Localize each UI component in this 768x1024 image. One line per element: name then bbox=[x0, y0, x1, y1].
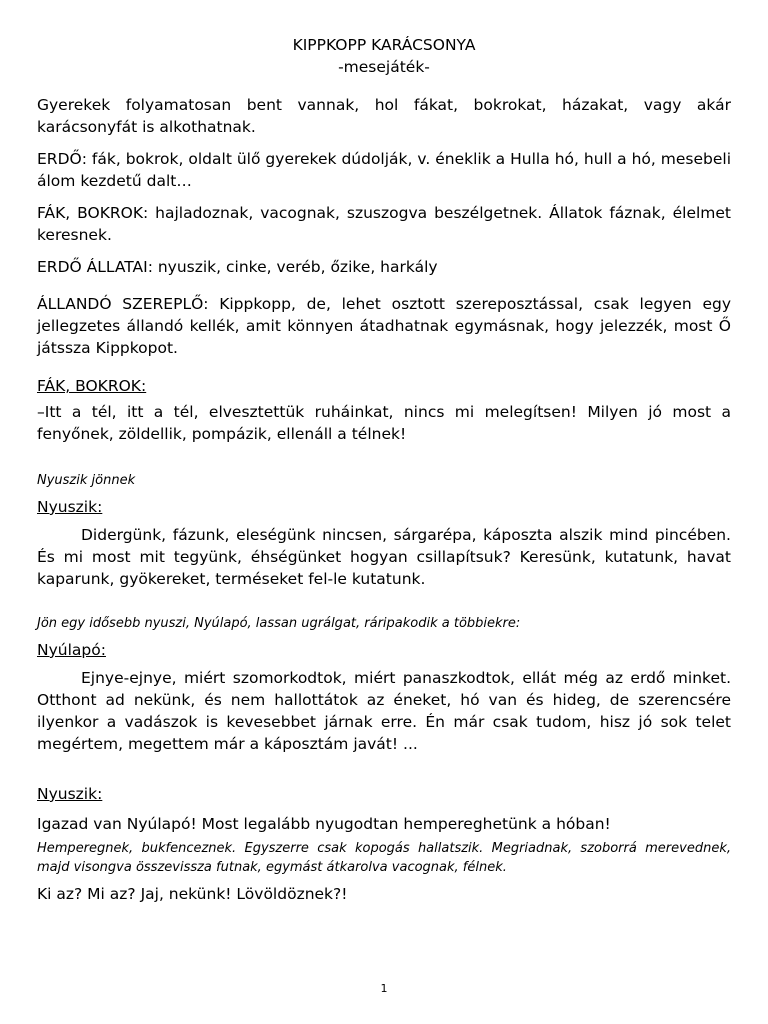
main-character-paragraph: ÁLLANDÓ SZEREPLŐ: Kippkopp, de, lehet osztott szereposztással, csak legyen egy jellegzetes állandó kellék, amit könnyen átadhatnak egymásnak, hogy jelezzék, most Ő játssza Kippkopot. bbox=[37, 295, 731, 357]
rabbits-line-2: Igazad van Nyúlapó! Most legalább nyugodtan hempereghetünk a hóban! bbox=[37, 815, 611, 833]
animals-paragraph: ERDŐ ÁLLATAI: nyuszik, cinke, veréb, őzike, harkály bbox=[37, 258, 438, 276]
stage-direction-rabbits-come: Nyuszik jönnek bbox=[37, 473, 136, 488]
forest-paragraph: ERDŐ: fák, bokrok, oldalt ülő gyerekek dúdolják, v. éneklik a Hulla hó, hull a hó, mesebeli álom kezdetű dalt… bbox=[37, 150, 731, 190]
page-subtitle: -mesejáték- bbox=[338, 58, 430, 76]
rabbits-line: Didergünk, fázunk, eleségünk nincsen, sárgarépa, káposzta alszik mind pincében. És mi most mit tegyünk, éhségünket hogyan csillapítsuk? Keresünk, kutatunk, havat kaparunk, gyökereket, terméseket fel-le kutatunk. bbox=[37, 526, 731, 588]
speaker-nyulapo: Nyúlapó: bbox=[37, 641, 106, 659]
trees-line: –Itt a tél, itt a tél, elvesztettük ruháinkat, nincs mi melegítsen! Milyen jó most a fenyőnek, zöldellik, pompázik, ellenáll a télnek! bbox=[37, 403, 731, 443]
speaker-trees: FÁK, BOKROK: bbox=[37, 377, 147, 395]
stage-direction-knocking: Hemperegnek, bukfenceznek. Egyszerre csak kopogás hallatszik. Megriadnak, szoborrá merevednek, majd visongva összevissza futnak, egymást átkarolva vacognak, félnek. bbox=[37, 841, 731, 875]
trees-paragraph: FÁK, BOKROK: hajladoznak, vacognak, szuszogva beszélgetnek. Állatok fáznak, élelmet keresnek. bbox=[37, 204, 731, 244]
page-title: KIPPKOPP KARÁCSONYA bbox=[292, 36, 476, 54]
speaker-rabbits-2: Nyuszik: bbox=[37, 785, 103, 803]
stage-direction-old-rabbit: Jön egy idősebb nyuszi, Nyúlapó, lassan ugrálgat, ráripakodik a többiekre: bbox=[37, 616, 521, 631]
intro-paragraph: Gyerekek folyamatosan bent vannak, hol fákat, bokrokat, házakat, vagy akár karácsonyfát is alkothatnak. bbox=[37, 96, 731, 136]
nyulapo-line: Ejnye-ejnye, miért szomorkodtok, miért panaszkodtok, ellát még az erdő minket. Otthont ad nekünk, és nem hallottátok az éneket, hó van és hideg, de szerencsére ilyenkor a vadászok is kevesebbet járnak erre. Én már csak tudom, hisz jó sok telet megértem, megettem már a káposztám javát! ... bbox=[37, 669, 731, 753]
rabbits-line-3: Ki az? Mi az? Jaj, nekünk! Lövöldöznek?! bbox=[37, 885, 348, 903]
page-number: 1 bbox=[380, 982, 388, 995]
speaker-rabbits: Nyuszik: bbox=[37, 498, 103, 516]
